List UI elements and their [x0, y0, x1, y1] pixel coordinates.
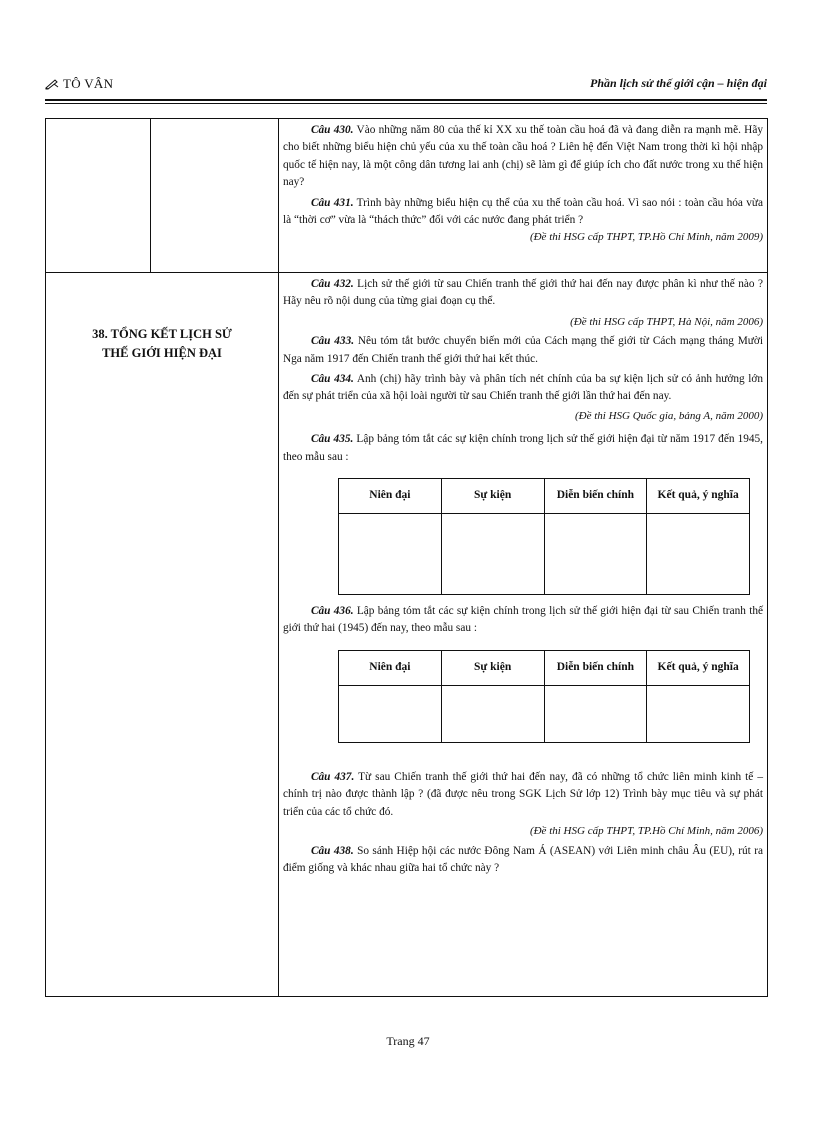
question-source: (Đề thi HSG cấp THPT, Hà Nội, năm 2006)	[570, 315, 763, 328]
column-header: Diễn biến chính	[544, 479, 647, 514]
page-header	[45, 76, 767, 98]
question-438: Câu 438. So sánh Hiệp hội các nước Đông Nam Á (ASEAN) với Liên minh châu Âu (EU), rút ra điểm giống và khác nhau giữa hai tổ chức này ?	[283, 844, 763, 874]
column-header: Niên đại	[339, 479, 442, 514]
template-table-1945-now	[338, 650, 750, 743]
table-header-row	[339, 479, 750, 514]
question-source: (Đề thi HSG Quốc gia, bảng A, năm 2000)	[575, 409, 763, 422]
empty-cell	[339, 685, 442, 742]
column-header: Diễn biến chính	[544, 650, 647, 685]
question-source: (Đề thi HSG cấp THPT, TP.Hồ Chí Minh, năm 2009)	[529, 231, 763, 244]
question-436: Câu 436. Lập bảng tóm tắt các sự kiện chính trong lịch sử thế giới hiện đại từ sau Chiến tranh thế giới thứ hai (1945) đến nay, theo mẫu sau :	[283, 605, 763, 635]
empty-cell	[647, 685, 750, 742]
table-header-row	[339, 650, 750, 685]
author-name: TÔ VÂN	[63, 76, 114, 91]
empty-cell	[339, 514, 442, 595]
question-431: Câu 431. Trình bày những biểu hiện cụ thể của xu thế toàn cầu hoá. Vì sao nói : toàn cầu hóa vừa là “thời cơ” vừa là “thách thức” đối với các nước đang phát triển ?	[283, 196, 764, 227]
empty-cell	[647, 514, 750, 595]
topic-cell	[46, 273, 279, 997]
header-rule-thin	[45, 103, 767, 104]
page-number: Trang 47	[386, 1034, 430, 1048]
column-header: Kết quả, ý nghĩa	[647, 650, 750, 685]
table-row	[339, 685, 750, 742]
question-source: (Đề thi HSG cấp THPT, TP.Hồ Chí Minh, năm 2006)	[529, 825, 763, 838]
question-434: Câu 434. Anh (chị) hãy trình bày và phân tích nét chính của ba sự kiện lịch sử có ảnh hưởng lớn đến sự phát triển của xã hội loài người từ sau Chiến tranh thế giới lần thứ hai đến nay.	[283, 373, 763, 403]
column-header: Kết quả, ý nghĩa	[647, 479, 750, 514]
column-header: Sự kiện	[441, 479, 544, 514]
question-432: Câu 432. Lịch sử thế giới từ sau Chiến tranh thế giới thứ hai đến nay được phân kì như thế nào ? Hãy nêu rõ nội dung của từng giai đoạn cụ thể.	[283, 278, 763, 308]
template-table-1917-1945	[338, 478, 750, 595]
question-435: Câu 435. Lập bảng tóm tắt các sự kiện chính trong lịch sử thế giới hiện đại từ năm 1917 đến 1945, theo mẫu sau :	[283, 433, 764, 463]
questions-table	[45, 118, 768, 997]
question-433: Câu 433. Nêu tóm tắt bước chuyển biến mới của Cách mạng thế giới từ Cách mạng tháng Mười Nga năm 1917 đến Chiến tranh thế giới thứ hai kết thúc.	[283, 335, 763, 365]
questions-cell	[279, 119, 768, 273]
table-row	[46, 119, 768, 273]
section-title: Phần lịch sử thế giới cận – hiện đại	[590, 76, 767, 90]
question-430: Câu 430. Vào những năm 80 của thế kỉ XX xu thế toàn cầu hoá đã và đang diễn ra mạnh mẽ. Hãy cho biết những biểu hiện chủ yếu của xu thế toàn cầu hoá ? Liên hệ đến Việt Nam trong thời kì hội nhập quốc tế hiện nay, là một công dân tương lai anh (chị) sẽ làm gì để giúp ích cho đất nước trong xu thế hiện nay?	[283, 124, 764, 189]
table-row	[339, 514, 750, 595]
question-437: Câu 437. Từ sau Chiến tranh thế giới thứ hai đến nay, đã có những tổ chức liên minh kinh tế – chính trị nào được thành lập ? (đã được nêu trong SGK Lịch Sử lớp 12) Trình bày mục tiêu và sự phát triển của các tổ chức đó.	[283, 770, 763, 818]
empty-cell	[151, 119, 279, 273]
header-rule	[45, 99, 767, 101]
empty-cell	[46, 119, 151, 273]
pen-icon	[45, 78, 59, 90]
empty-cell	[441, 514, 544, 595]
column-header: Niên đại	[339, 650, 442, 685]
empty-cell	[544, 685, 647, 742]
topic-title: 38. TỔNG KẾT LỊCH SỬ THẾ GIỚI HIỆN ĐẠI	[92, 327, 232, 360]
column-header: Sự kiện	[441, 650, 544, 685]
empty-cell	[441, 685, 544, 742]
questions-cell	[279, 273, 768, 997]
header-author	[45, 76, 113, 92]
empty-cell	[544, 514, 647, 595]
table-row	[46, 273, 768, 997]
